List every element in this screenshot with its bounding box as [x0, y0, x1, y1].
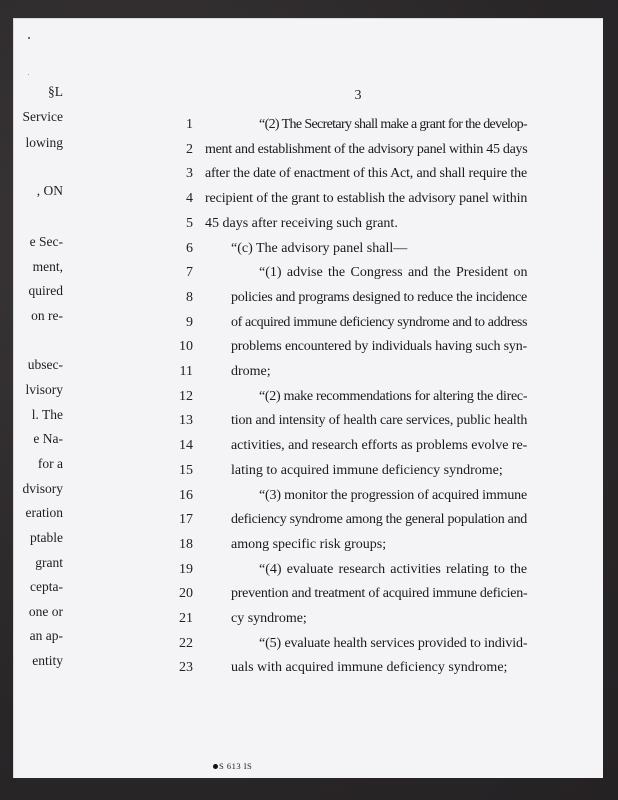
line-number: 1 — [186, 117, 193, 132]
bill-text-line: recipient of the grant to establish the advisory panel within — [205, 191, 528, 207]
line-number: 13 — [179, 413, 193, 429]
line-number: 2 — [186, 141, 193, 157]
document-page — [13, 18, 603, 778]
stub-line: e Na- — [33, 431, 63, 446]
line-number: 9 — [186, 314, 193, 330]
stub-line: , ON — [36, 183, 63, 198]
bill-text-line: after the date of enactment of this Act, and shall require the — [205, 166, 527, 182]
bill-id: S 613 IS — [219, 761, 253, 771]
bill-text-line: “(2) make recommendations for altering the direc- — [259, 388, 528, 404]
stub-line: Service — [22, 109, 63, 124]
line-number: 6 — [186, 240, 193, 256]
bill-text-line: activities, and research efforts as problems evolve re- — [231, 438, 528, 454]
stub-line: ptable — [30, 530, 63, 545]
line-number: 23 — [179, 660, 193, 676]
line-number: 7 — [186, 265, 193, 281]
stub-line: §L — [48, 84, 63, 99]
line-number: 20 — [179, 586, 193, 602]
stub-line: e Sec- — [29, 234, 63, 249]
line-number: 12 — [179, 388, 193, 404]
bill-text-line: lating to acquired immune deficiency syndrome; — [231, 462, 503, 478]
line-number: 19 — [179, 561, 193, 577]
bill-text-line: “(3) monitor the progression of acquired immune — [259, 487, 528, 503]
stub-line: cepta- — [30, 579, 63, 594]
bill-text-line: problems encountered by individuals having such syn- — [231, 339, 527, 355]
line-number: 18 — [179, 536, 193, 552]
stub-line: for a — [37, 456, 63, 471]
bill-text-line: ment and establishment of the advisory panel within 45 days — [205, 141, 528, 157]
stub-line: one or — [28, 604, 63, 619]
stub-line: an ap- — [29, 628, 63, 643]
bill-text-line: 45 days after receiving such grant. — [205, 215, 398, 231]
stub-line: ubsec- — [27, 357, 63, 372]
line-number: 8 — [186, 289, 193, 305]
line-number: 21 — [179, 611, 193, 626]
line-number: 5 — [186, 215, 193, 231]
line-number: 10 — [179, 339, 193, 355]
line-number: 15 — [179, 462, 193, 478]
bill-text-line: “(5) evaluate health services provided to individ- — [259, 635, 528, 651]
bullet-icon — [213, 764, 218, 769]
scan-speck — [28, 74, 29, 75]
line-number: 3 — [186, 166, 193, 182]
stub-line: ment, — [32, 259, 63, 274]
line-number: 14 — [179, 438, 193, 454]
stub-line: entity — [32, 653, 63, 668]
stub-line: eration — [25, 505, 63, 520]
bill-text-line: drome; — [231, 364, 271, 379]
bill-text-line: “(4) evaluate research activities relating to the — [259, 561, 528, 577]
stub-line: l. The — [31, 407, 63, 422]
line-number: 17 — [179, 512, 193, 528]
bill-text-line: uals with acquired immune deficiency syndrome; — [231, 660, 508, 676]
line-number: 4 — [186, 191, 193, 207]
stub-line: lowing — [25, 135, 63, 150]
stub-line: on re- — [31, 308, 63, 323]
bill-text-line: among specific risk groups; — [231, 536, 387, 552]
bill-footer — [213, 761, 252, 771]
bill-text-line: “(1) advise the Congress and the President on — [259, 265, 528, 281]
stub-line: dvisory — [22, 481, 63, 496]
bill-text-line: of acquired immune deficiency syndrome and to address — [231, 314, 527, 330]
bill-text-line: policies and programs designed to reduce the incidence — [231, 289, 527, 305]
stub-line: quired — [28, 283, 63, 298]
bill-text-line: deficiency syndrome among the general population and — [231, 512, 528, 528]
bill-text-line: cy syndrome; — [231, 611, 307, 626]
scan-speck — [28, 37, 30, 39]
bill-text-line: “(c) The advisory panel shall— — [231, 240, 408, 256]
bill-text-line: prevention and treatment of acquired immune deficien- — [231, 586, 528, 602]
bill-text-line: tion and intensity of health care services, public health — [231, 413, 528, 429]
page-number: 3 — [354, 88, 362, 103]
line-number: 11 — [179, 364, 193, 379]
stub-line: lvisory — [25, 382, 63, 397]
line-number: 16 — [179, 487, 193, 503]
bill-text-line: “(2) The Secretary shall make a grant for the develop- — [259, 117, 527, 132]
line-number: 22 — [179, 635, 193, 651]
stub-line: grant — [35, 555, 63, 570]
